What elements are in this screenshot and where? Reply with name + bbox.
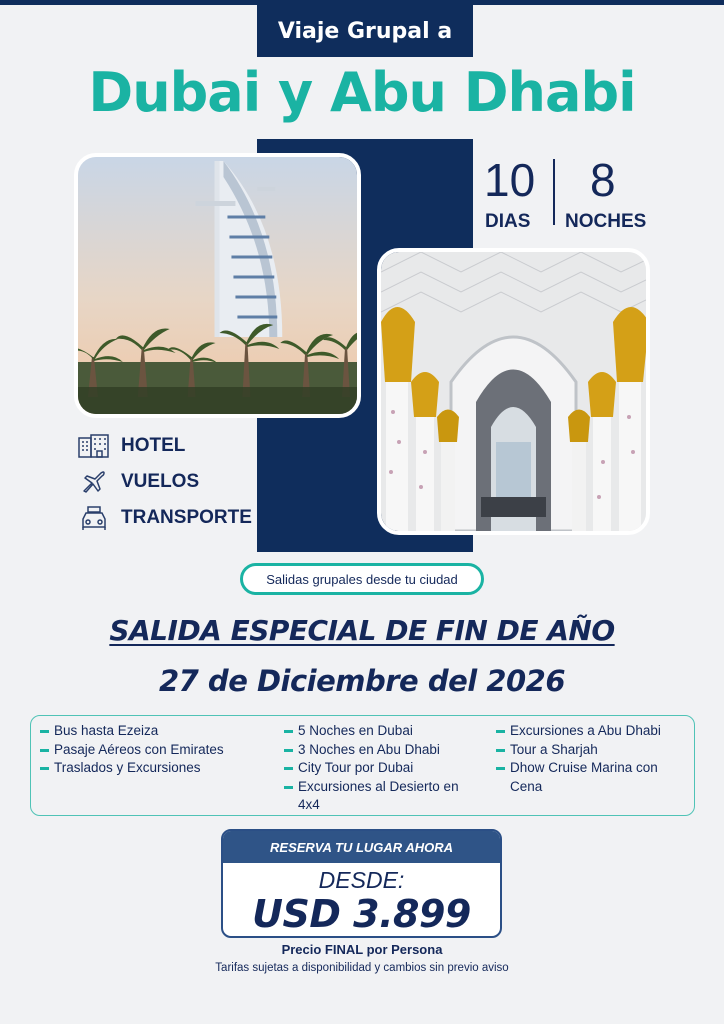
services-list bbox=[78, 428, 256, 536]
service-label: VUELOS bbox=[121, 471, 200, 492]
list-item: Tour a Sharjah bbox=[496, 741, 686, 760]
service-transport bbox=[78, 500, 256, 536]
service-label: TRANSPORTE bbox=[121, 507, 252, 528]
desde-label: DESDE: bbox=[318, 867, 405, 893]
stats-divider bbox=[553, 159, 555, 225]
grand-mosque-photo bbox=[377, 248, 650, 535]
includes-column-2 bbox=[284, 722, 474, 815]
car-icon bbox=[78, 504, 110, 532]
days-label: DIAS bbox=[485, 211, 531, 232]
list-item: Traslados y Excursiones bbox=[40, 759, 270, 778]
includes-column-3 bbox=[496, 722, 686, 796]
list-item: 3 Noches en Abu Dhabi bbox=[284, 741, 474, 760]
service-label: HOTEL bbox=[121, 435, 186, 456]
list-item: Excursiones al Desierto en 4x4 bbox=[284, 778, 474, 815]
burj-al-arab-photo bbox=[74, 153, 361, 418]
fine-print: Tarifas sujetas a disponibilidad y cambios sin previo aviso bbox=[215, 962, 509, 974]
service-flights bbox=[78, 464, 256, 500]
days-value: 10 bbox=[484, 154, 536, 206]
departure-date: 27 de Diciembre del 2026 bbox=[158, 664, 565, 698]
trip-tag: Viaje Grupal a bbox=[257, 5, 473, 57]
nights-value: 8 bbox=[590, 154, 616, 206]
hotel-icon bbox=[78, 432, 110, 460]
list-item: Excursiones a Abu Dhabi bbox=[496, 722, 686, 741]
includes-box bbox=[30, 715, 695, 816]
reserve-button[interactable]: RESERVA TU LUGAR AHORA bbox=[223, 831, 500, 863]
list-item: Bus hasta Ezeiza bbox=[40, 722, 270, 741]
list-item: City Tour por Dubai bbox=[284, 759, 474, 778]
list-item: 5 Noches en Dubai bbox=[284, 722, 474, 741]
airplane-icon bbox=[78, 468, 110, 496]
service-hotel bbox=[78, 428, 256, 464]
list-item: Dhow Cruise Marina con Cena bbox=[496, 759, 686, 796]
price: USD 3.899 bbox=[252, 892, 471, 936]
page-title: Dubai y Abu Dhabi bbox=[88, 61, 636, 124]
nights-label: NOCHES bbox=[565, 211, 647, 232]
reserve-box[interactable] bbox=[221, 829, 502, 938]
final-price-note: Precio FINAL por Persona bbox=[281, 942, 443, 957]
group-departures-pill: Salidas grupales desde tu ciudad bbox=[240, 563, 484, 595]
headline: SALIDA ESPECIAL DE FIN DE AÑO bbox=[109, 614, 615, 647]
list-item: Pasaje Aéreos con Emirates bbox=[40, 741, 270, 760]
includes-column-1 bbox=[40, 722, 270, 778]
trip-duration bbox=[476, 155, 656, 235]
